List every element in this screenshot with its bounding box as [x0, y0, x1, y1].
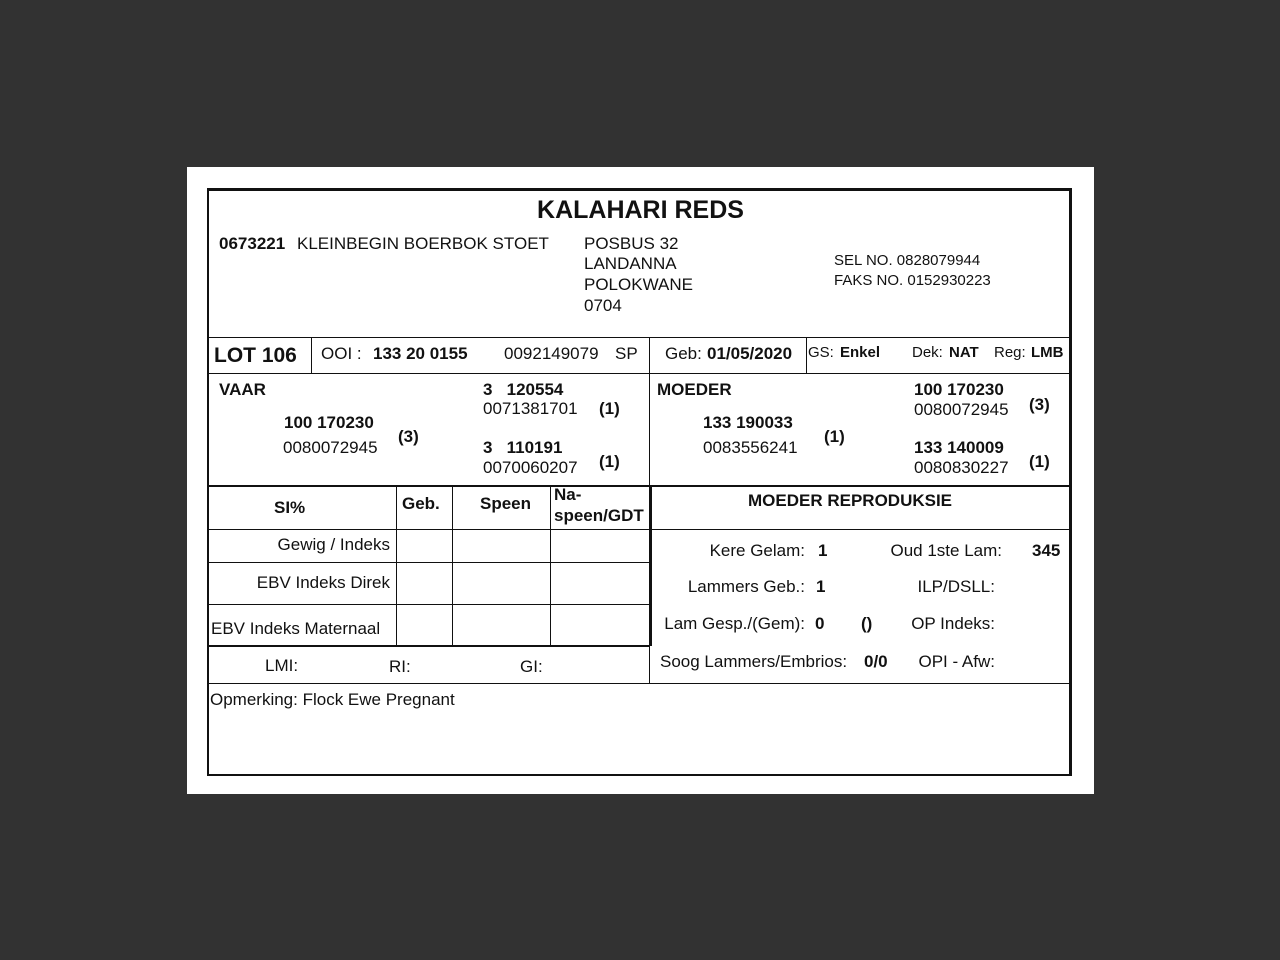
registration-code: 0092149079 — [504, 344, 599, 363]
lam-gesp-gem: () — [861, 614, 873, 633]
lmi-label: LMI: — [265, 656, 299, 675]
gi-label: GI: — [520, 657, 543, 676]
sire-sire-code: 0071381701 — [483, 399, 578, 418]
first-lamb-age-value: 345 — [1032, 541, 1061, 560]
ooi-value: 133 20 0155 — [373, 344, 468, 363]
divider-si-col1 — [396, 487, 397, 646]
frame-top — [207, 188, 1071, 191]
ilp-label: ILP/DSLL: — [917, 577, 995, 596]
dam-dam-grade: (1) — [1029, 452, 1050, 471]
sire-grade: (3) — [398, 427, 419, 446]
phone-number: SEL NO. 0828079944 — [834, 252, 981, 269]
address-line: POSBUS 32 — [584, 234, 679, 253]
first-lamb-age-label: Oud 1ste Lam: — [890, 541, 1002, 560]
divider-si-row1 — [209, 562, 650, 563]
ri-label: RI: — [389, 657, 411, 676]
breeder-name: KLEINBEGIN BOERBOK STOET — [297, 234, 549, 253]
grade: SP — [615, 344, 638, 363]
sire-code: 0080072945 — [283, 438, 378, 457]
divider-si-col3 — [550, 487, 551, 646]
divider-header — [209, 337, 1069, 338]
divider-si-bottom — [209, 645, 650, 647]
sire-dam-code: 0070060207 — [483, 458, 578, 477]
si-row-label: EBV Indeks Direk — [256, 573, 390, 592]
dam-sire-grade: (3) — [1029, 395, 1050, 414]
divider-pedigree — [209, 485, 1069, 487]
si-header: SI% — [274, 498, 306, 517]
naspeen-header: Na- — [554, 485, 582, 504]
lammers-value: 1 — [816, 577, 826, 596]
dek-value: NAT — [949, 344, 979, 361]
dam-sire-id: 100 170230 — [914, 380, 1004, 399]
dam-sire-code: 0080072945 — [914, 400, 1009, 419]
dam-dam-id: 133 140009 — [914, 438, 1004, 457]
breeder-number: 0673221 — [219, 234, 286, 253]
dam-grade: (1) — [824, 427, 845, 446]
divider-si-col2 — [452, 487, 453, 646]
lam-gesp-label: Lam Gesp./(Gem): — [664, 614, 805, 633]
sire-label: VAAR — [219, 380, 266, 399]
naspeen-header: speen/GDT — [554, 506, 644, 525]
dam-label: MOEDER — [657, 380, 732, 399]
sire-id: 100 170230 — [284, 413, 374, 432]
reproduction-title: MOEDER REPRODUKSIE — [748, 491, 953, 510]
divider-lot-row — [209, 373, 1069, 374]
soog-label: Soog Lammers/Embrios: — [660, 652, 848, 671]
kere-label: Kere Gelam: — [709, 541, 805, 560]
gs-label: GS: — [808, 344, 834, 361]
divider-indices — [209, 683, 1069, 684]
remark: Opmerking: Flock Ewe Pregnant — [210, 690, 455, 709]
lammers-label: Lammers Geb.: — [687, 577, 805, 596]
op-index-label: OP Indeks: — [911, 614, 995, 633]
kere-value: 1 — [818, 541, 828, 560]
soog-value: 0/0 — [864, 652, 888, 671]
fax-number: FAKS NO. 0152930223 — [834, 272, 991, 289]
sire-dam-id: 3 110191 — [483, 438, 563, 457]
reg-value: LMB — [1031, 344, 1064, 361]
sire-sire-id: 3 120554 — [483, 380, 564, 399]
lot-number: LOT 106 — [214, 344, 297, 367]
divider-lot-cell — [311, 338, 312, 373]
speen-header: Speen — [480, 494, 532, 513]
frame-left — [207, 188, 209, 776]
divider-geb-cell — [806, 338, 807, 373]
birth-date-value: 01/05/2020 — [707, 344, 793, 363]
birth-date-label: Geb: — [665, 344, 702, 363]
gs-value: Enkel — [840, 344, 881, 361]
dam-code: 0083556241 — [703, 438, 798, 457]
frame-bottom — [207, 774, 1071, 776]
sire-sire-grade: (1) — [599, 399, 620, 418]
dek-label: Dek: — [912, 344, 943, 361]
divider-si-header — [209, 529, 1069, 530]
lam-gesp-value: 0 — [815, 614, 825, 633]
divider-si-row2 — [209, 604, 650, 605]
ooi-label: OOI : — [321, 344, 362, 363]
reg-label: Reg: — [994, 344, 1026, 361]
address-line: LANDANNA — [584, 254, 677, 273]
address-line: POLOKWANE — [584, 275, 693, 294]
si-row-label: Gewig / Indeks — [277, 535, 390, 554]
address-line: 0704 — [584, 296, 622, 315]
card-title: KALAHARI REDS — [537, 196, 744, 224]
geb-header: Geb. — [402, 494, 440, 513]
sire-dam-grade: (1) — [599, 452, 620, 471]
lot-card — [187, 167, 1094, 794]
frame-right — [1069, 188, 1072, 776]
dam-id: 133 190033 — [703, 413, 793, 432]
si-row-label: EBV Indeks Maternaal — [211, 619, 381, 638]
divider-si-right — [650, 487, 652, 646]
opi-label: OPI - Afw: — [918, 652, 995, 671]
dam-dam-code: 0080830227 — [914, 458, 1009, 477]
